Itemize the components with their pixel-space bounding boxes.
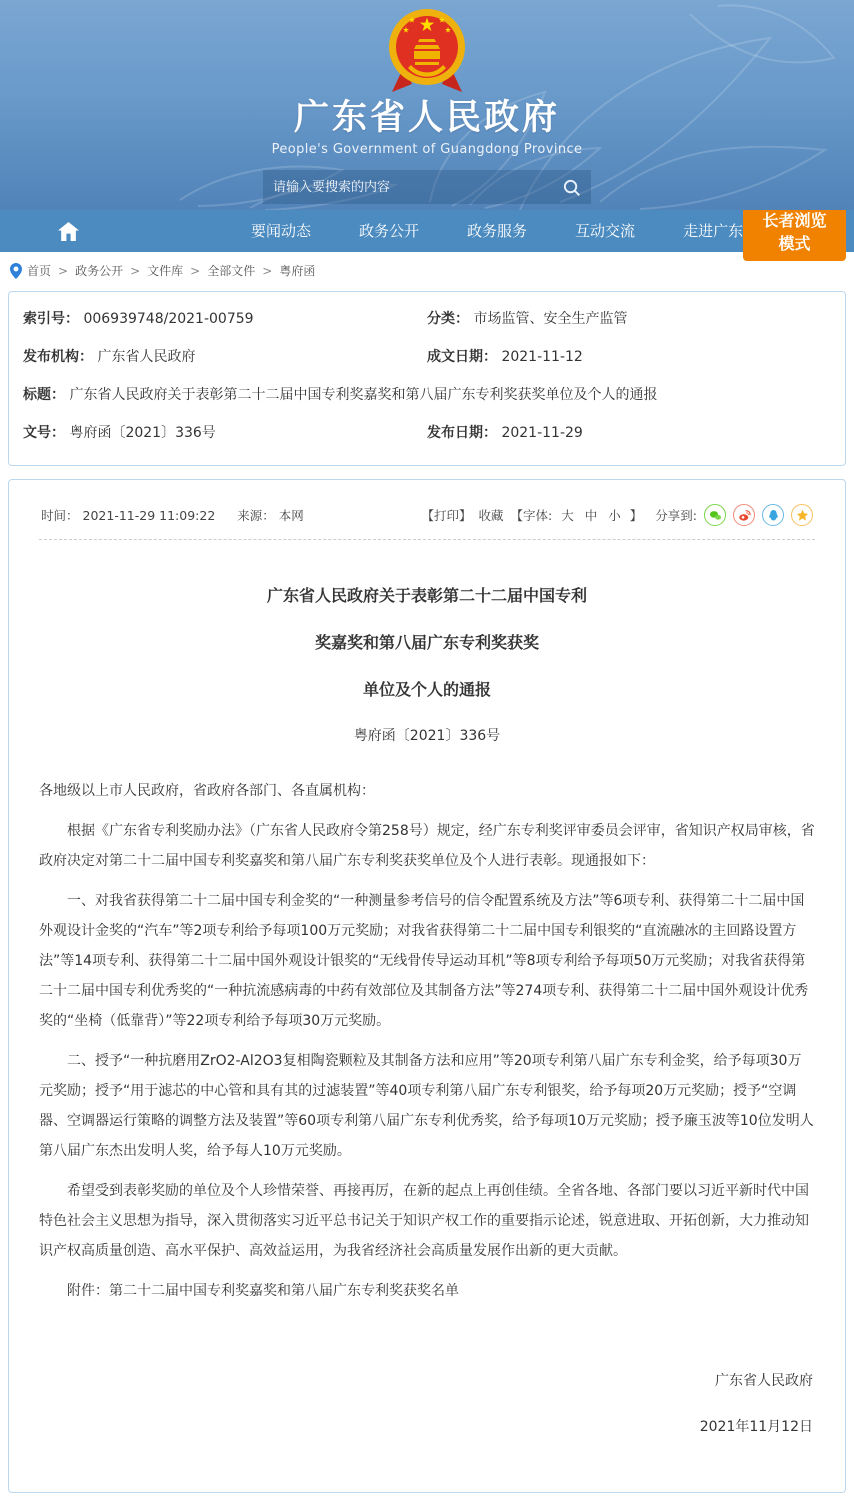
signature-date: 2021年11月12日 [699,1419,813,1435]
font-size-medium-button[interactable]: 中 [584,508,598,523]
info-left [41,506,308,524]
document-title-block [39,572,815,760]
meta-index-no [23,310,427,329]
doc-paragraph-hope: 希望受到表彰奖励的单位及个人珍惜荣誉、再接再厉，在新的起点上再创佳绩。全省各地、各部门要以习近平新时代中国特色社会主义思想为指导，深入贯彻落实习近平总书记关于知识产权工作的重要指示论述，锐意进取、开拓创新，大力推动知识产权高质量创造、高水平保护、高效益运用，为我省经济社会高质量发展作出新的更大贡献。 [39,1183,809,1259]
breadcrumb-separator: > [262,263,273,278]
breadcrumb-home[interactable]: 首页 [27,264,52,278]
search-bar [263,170,591,204]
meta-doc-no-value: 粤府函〔2021〕336号 [69,425,216,441]
breadcrumb [0,252,854,287]
document-card [8,479,846,1493]
share-wechat-button[interactable] [704,504,726,526]
nav-item-gov-open[interactable]: 政务公开 [359,222,420,240]
signer-name: 广东省人民政府 [715,1373,813,1389]
source-label: 来源： [237,508,275,523]
doc-paragraph-basis: 根据《广东省专利奖励办法》（广东省人民政府令第258号）规定，经广东专利奖评审委员会评审，省知识产权局审核，省政府决定对第二十二届中国专利奖嘉奖和第八届广东专利奖获奖单位及个人进行表彰。现通报如下： [39,823,815,869]
document-title-line-1: 广东省人民政府关于表彰第二十二届中国专利 [266,586,587,605]
source-value: 本网 [278,508,304,523]
search-icon [562,178,581,197]
nav-item-about-guangdong[interactable]: 走进广东 [683,222,744,240]
attachment-link[interactable]: 附件：第二十二届中国专利奖嘉奖和第八届广东专利奖获奖名单 [67,1283,459,1299]
meta-agency [23,348,427,367]
meta-written-date-value: 2021-11-12 [501,349,583,365]
breadcrumb-file-library[interactable]: 文件库 [147,264,184,278]
signature-block [39,1358,815,1450]
nav-items [251,210,743,252]
breadcrumb-all-files[interactable]: 全部文件 [207,264,256,278]
time-value: 2021-11-29 11:09:22 [82,508,216,523]
favorite-button[interactable]: 收藏 [478,508,504,523]
meta-title-label: 标题： [23,387,65,403]
meta-doc-no [23,424,427,443]
document-title-line-2: 奖嘉奖和第八届广东专利奖获奖 [314,633,539,652]
wechat-icon [708,508,723,523]
nav-home-button[interactable] [58,222,79,241]
meta-doc-no-label: 文号： [23,425,65,441]
meta-written-date-label: 成文日期： [427,349,497,365]
nav-item-gov-service[interactable]: 政务服务 [467,222,528,240]
meta-index-value: 006939748/2021-00759 [83,311,254,327]
site-header [0,0,854,210]
doc-salutation: 各地级以上市人民政府，省政府各部门、各直属机构： [39,783,375,799]
meta-agency-value: 广东省人民政府 [97,349,196,365]
font-size-large-button[interactable]: 大 [561,508,574,523]
site-subtitle: People's Government of Guangdong Province [271,142,583,157]
meta-publish-date-value: 2021-11-29 [501,425,583,441]
meta-title-value: 广东省人民政府关于表彰第二十二届中国专利奖嘉奖和第八届广东专利奖获奖单位及个人的通报 [69,387,658,403]
meta-grid [23,310,831,443]
search-button[interactable] [562,178,581,197]
meta-agency-label: 发布机构： [23,349,93,365]
breadcrumb-yuefuhan[interactable]: 粤府函 [279,264,316,278]
breadcrumb-separator: > [190,263,201,278]
nav-item-interaction[interactable]: 互动交流 [575,222,636,240]
document-info-row [39,480,815,540]
meta-title [23,386,831,405]
share-weibo-button[interactable] [733,504,755,526]
site-title: 广东省人民政府 [293,98,560,138]
doc-paragraph-item-2: 二、授予“一种抗磨用ZrO2-Al2O3复相陶瓷颗粒及其制备方法和应用”等20项专利第八届广东专利金奖，给予每项30万元奖励；授予“用于滤芯的中心管和具有其的过滤装置”等40项专利第八届广东专利银奖，给予每项20万元奖励；授予“空调器、空调器运行策略的调整方法及装置”等60项专利第八届广东专利优秀奖，给予每项10万元奖励；授予廉玉波等10位发明人第八届广东杰出发明人奖，给予每人10万元奖励。 [39,1053,814,1159]
elder-mode-button[interactable]: 长者浏览模式 [743,201,846,261]
meta-category-value: 市场监管、安全生产监管 [473,311,628,327]
meta-publish-date-label: 发布日期： [427,425,497,441]
meta-publish-date [427,424,831,443]
home-icon [58,222,79,241]
share-qq-button[interactable] [762,504,784,526]
print-button[interactable]: 【打印】 [421,508,472,523]
font-size-prefix: 【字体: [510,508,553,523]
meta-written-date [427,348,831,367]
breadcrumb-gov-open[interactable]: 政务公开 [75,264,124,278]
meta-index-label: 索引号： [23,311,79,327]
main-nav [0,210,854,252]
time-label: 时间： [41,508,79,523]
nav-item-news[interactable]: 要闻动态 [251,222,312,240]
font-size-small-button[interactable]: 小 [608,508,621,523]
weibo-icon [737,508,752,523]
share-label: 分享到: [655,508,697,523]
national-emblem [386,6,468,98]
font-size-suffix: 】 [629,508,643,523]
document-number: 粤府函〔2021〕336号 [353,728,501,744]
qq-icon [766,508,781,523]
share-qzone-button[interactable] [791,504,813,526]
document-meta-card [8,291,846,466]
document-title-line-3: 单位及个人的通报 [362,680,491,699]
document-body [39,776,815,1306]
search-input[interactable] [273,180,562,195]
meta-category [427,310,831,329]
meta-category-label: 分类： [427,311,469,327]
breadcrumb-separator: > [58,263,69,278]
doc-paragraph-item-1: 一、对我省获得第二十二届中国专利金奖的“一种测量参考信号的信令配置系统及方法”等6项专利、获得第二十二届中国外观设计金奖的“汽车”等2项专利给予每项100万元奖励；对我省获得第二十二届中国专利银奖的“直流融冰的主回路设置方法”等14项专利、获得第二十二届中国外观设计银奖的“无线骨传导运动耳机”等8项专利给予每项50万元奖励；对我省获得第二十二届中国专利优秀奖的“一种抗流感病毒的中药有效部位及其制备方法”等274项专利、获得第二十二届中国外观设计优秀奖的“坐椅（低靠背）”等22项专利给予每项30万元奖励。 [39,893,809,1029]
location-pin-icon [10,263,22,279]
info-right [421,504,813,526]
qzone-star-icon [795,508,810,523]
breadcrumb-separator: > [130,263,141,278]
